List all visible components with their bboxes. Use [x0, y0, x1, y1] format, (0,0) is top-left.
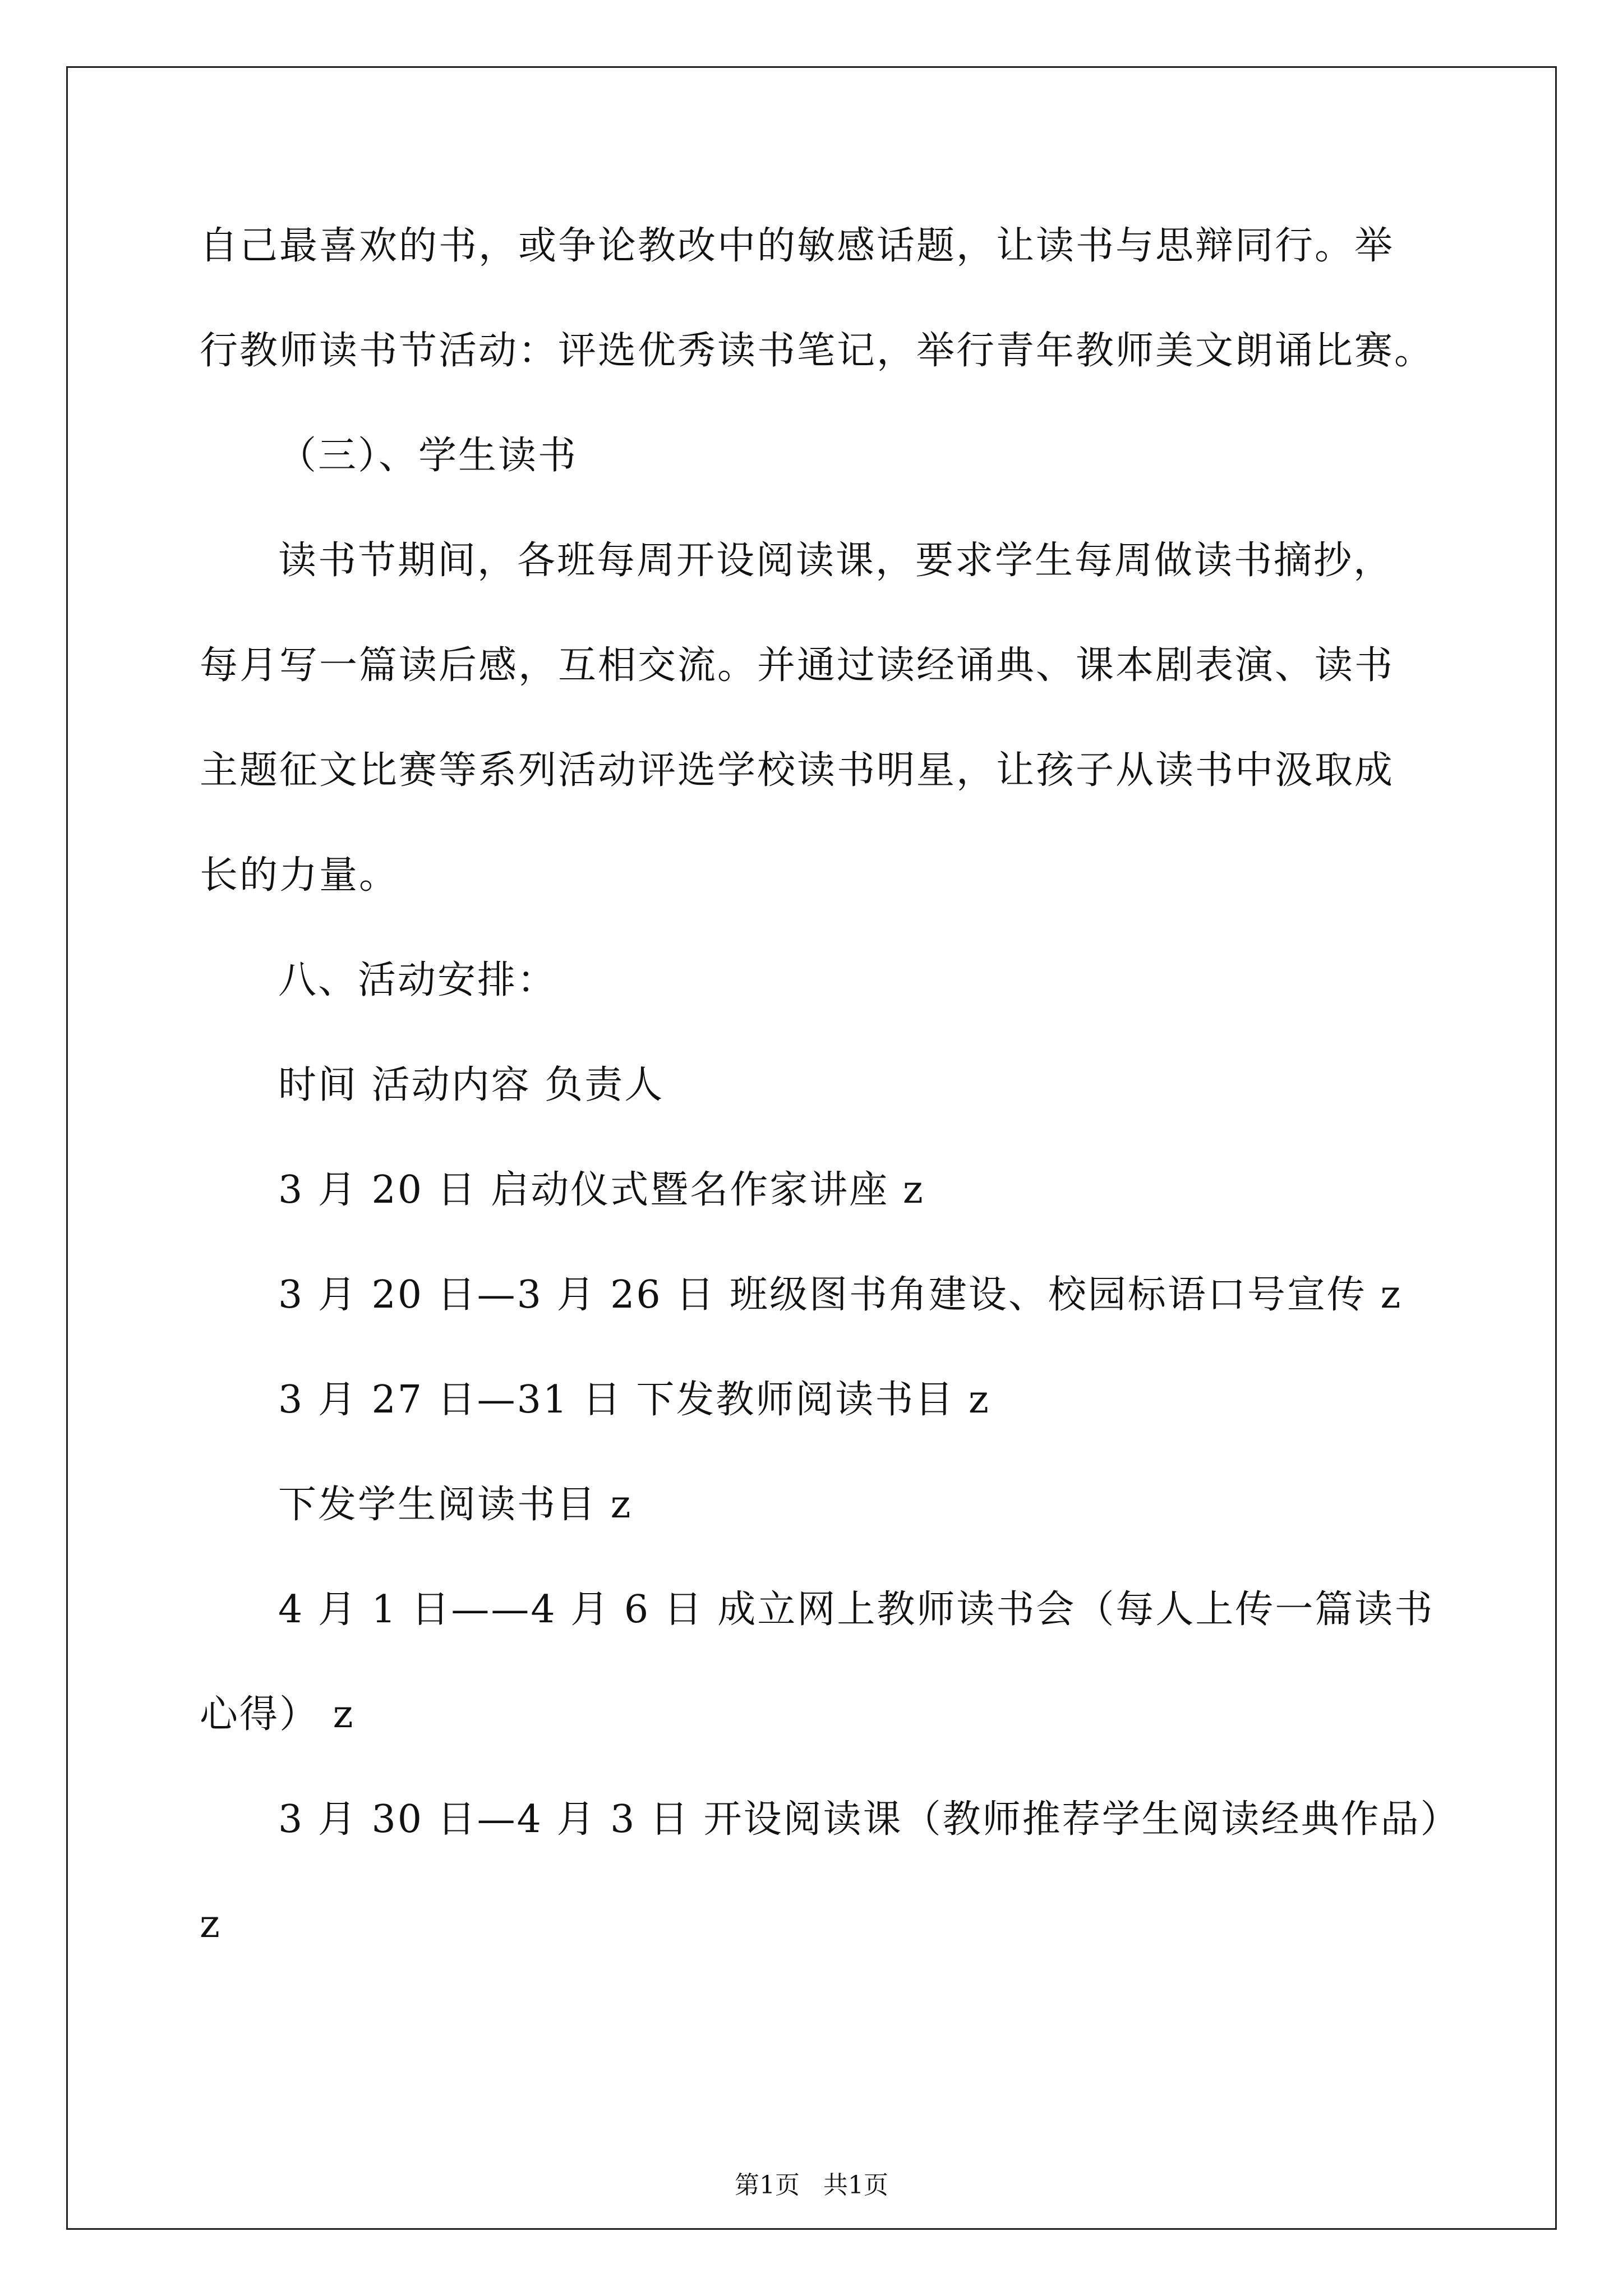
section-heading: 八、活动安排：: [278, 958, 557, 1002]
schedule-row-continuation: 心得） z: [200, 1692, 355, 1737]
schedule-row: 下发学生阅读书目 z: [278, 1483, 633, 1527]
schedule-header: 时间 活动内容 负责人: [278, 1063, 665, 1107]
schedule-row: 4 月 1 日——4 月 6 日 成立网上教师读书会（每人上传一篇读书: [278, 1588, 1435, 1632]
paragraph-line: 读书节期间，各班每周开设阅读课，要求学生每周做读书摘抄，: [278, 539, 1394, 583]
paragraph-line: 长的力量。: [200, 853, 399, 898]
schedule-row: 3 月 20 日 启动仪式暨名作家讲座 z: [278, 1168, 925, 1212]
paragraph-line: 每月写一篇读后感，互相交流。并通过读经诵典、课本剧表演、读书: [200, 643, 1395, 688]
schedule-row-continuation: z: [200, 1902, 222, 1947]
paragraph-line: 自己最喜欢的书，或争论教改中的敏感话题，让读书与思辩同行。举: [200, 224, 1395, 268]
section-heading: （三）、学生读书: [278, 434, 578, 478]
paragraph-line: 行教师读书节活动：评选优秀读书笔记，举行青年教师美文朗诵比赛。: [200, 329, 1435, 373]
page-border: [66, 66, 1557, 2230]
schedule-row: 3 月 30 日—4 月 3 日 开设阅读课（教师推荐学生阅读经典作品）: [278, 1797, 1460, 1842]
page-number-footer: 第1页 共1页: [735, 2171, 888, 2200]
schedule-row: 3 月 27 日—31 日 下发教师阅读书目 z: [278, 1378, 990, 1422]
paragraph-line: 主题征文比赛等系列活动评选学校读书明星，让孩子从读书中汲取成: [200, 748, 1395, 793]
schedule-row: 3 月 20 日—3 月 26 日 班级图书角建设、校园标语口号宣传 z: [278, 1273, 1403, 1317]
